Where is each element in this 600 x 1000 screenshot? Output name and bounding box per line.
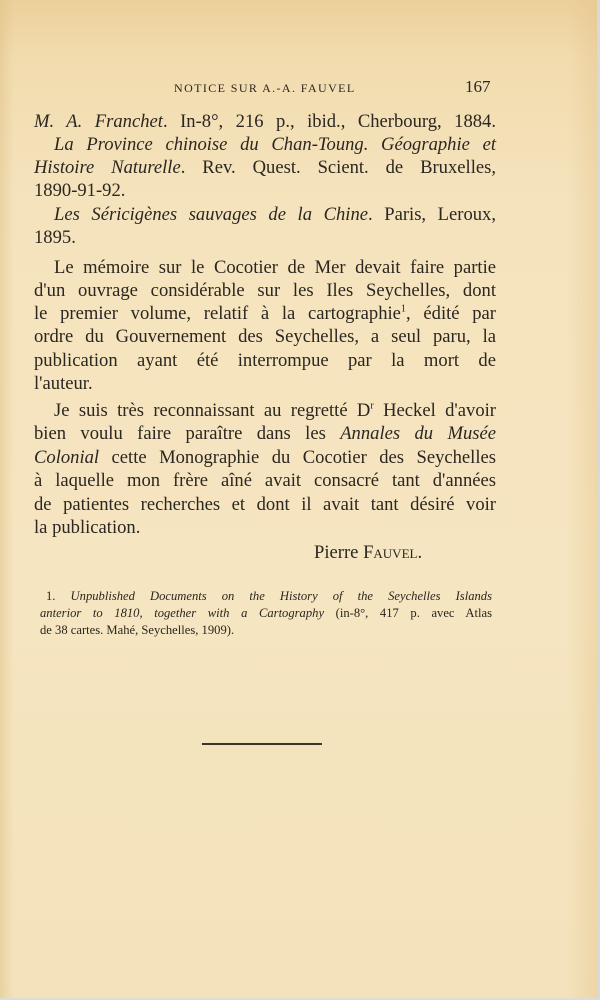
paragraph-text: bien voulu faire paraître dans les: [34, 423, 341, 444]
signature-last-name: Fauvel.: [363, 542, 423, 563]
bibliography-line: [34, 226, 496, 249]
bib-title: La Province chinoise du Chan-Toung. Géographie et: [54, 134, 496, 155]
paragraph-line: l'auteur.: [34, 373, 93, 394]
signature: [314, 542, 422, 564]
bib-details: . Rev. Quest. Scient. de Bruxelles,: [180, 157, 496, 178]
paragraph-text: le premier volume, relatif à la cartographie: [34, 303, 401, 324]
paragraph-line: la publication.: [34, 517, 141, 538]
journal-title: Colonial: [34, 447, 100, 468]
paragraph-line: [54, 399, 496, 422]
running-header: NOTICE SUR A.-A. FAUVEL: [174, 81, 356, 95]
paragraph-line: à laquelle mon frère aîné avait consacré tant d'années: [34, 470, 496, 491]
paragraph-line: [34, 302, 496, 325]
footnote-line: [46, 588, 492, 605]
closing-rule: [202, 743, 322, 745]
bibliography-line: [54, 133, 496, 156]
paragraph-text: Heckel d'avoir: [373, 400, 496, 421]
footnote-line: [40, 605, 492, 622]
bibliography-line: [34, 179, 496, 202]
page-gutter-shadow: [0, 0, 14, 1000]
paragraph-line: [34, 422, 496, 445]
footnote-text: (in-8°, 417 p. avec Atlas: [324, 606, 492, 620]
bib-title: Histoire Naturelle: [34, 157, 181, 178]
footnote-marker[interactable]: 1: [400, 303, 407, 315]
bib-title: M. A. Franchet: [34, 111, 163, 132]
page-edge-shadow: [567, 0, 597, 1000]
bibliography-line: [34, 156, 496, 179]
journal-title: Annales du Musée: [340, 423, 496, 444]
footnote-line: de 38 cartes. Mahé, Seychelles, 1909).: [40, 623, 235, 637]
page-number: 167: [465, 77, 491, 96]
paragraph-text: cette Monographie du Cocotier des Seychelles: [99, 447, 496, 468]
footnote-number: 1.: [46, 589, 56, 603]
paragraph-line: [34, 446, 496, 469]
paragraph-line: d'un ouvrage considérable sur les Iles Seychelles, dont: [34, 280, 496, 301]
footnote-title: Unpublished Documents on the History of the Seychelles Islands: [70, 589, 492, 603]
paragraph-line: publication ayant été interrompue par la mort de: [34, 350, 496, 371]
bib-details: 1890-91-92.: [34, 180, 126, 201]
paragraph-text: , édité par: [406, 303, 496, 324]
paragraph-text: Je suis très reconnaissant au regretté D: [54, 400, 371, 421]
superscript: r: [370, 400, 374, 412]
paragraph-line: de patientes recherches et dont il avait tant désiré voir: [34, 494, 496, 515]
footnote-title: anterior to 1810, together with a Cartography: [40, 606, 325, 620]
paragraph-line: ordre du Gouvernement des Seychelles, a seul paru, la: [34, 326, 496, 347]
bibliography-line: [54, 203, 496, 226]
bibliography-line: [34, 110, 496, 133]
bib-details: . Paris, Leroux,: [368, 204, 496, 225]
bib-details: 1895.: [34, 227, 76, 248]
bib-title: Les Séricigènes sauvages de la Chine: [54, 204, 369, 225]
signature-first-name: Pierre: [314, 542, 359, 563]
bib-details: . In-8°, 216 p., ibid., Cherbourg, 1884.: [162, 111, 496, 132]
paragraph-line: Le mémoire sur le Cocotier de Mer devait faire partie: [54, 257, 496, 278]
